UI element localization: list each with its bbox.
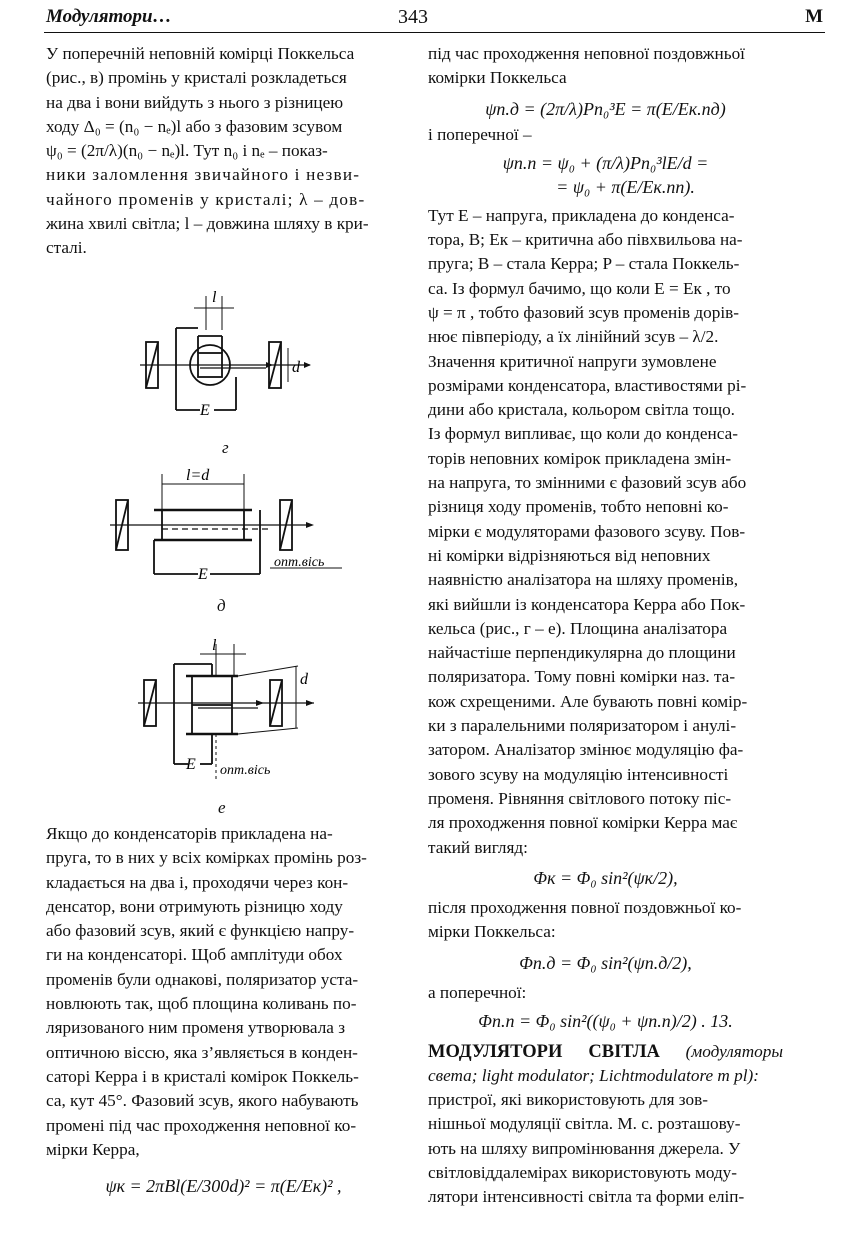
text-line: са. Із формул бачимо, що коли E = Eк , то <box>428 278 731 298</box>
section-letter: М <box>805 6 823 27</box>
text-line: У поперечній неповній комірці Поккельса <box>46 44 355 63</box>
text-line: кельса (рис., г – е). Площина аналізатора <box>428 618 728 638</box>
text-line: ги на конденсаторі. Щоб амплітуди обох <box>46 945 343 965</box>
caption-g: г <box>222 438 229 457</box>
text-line: промені під час проходження неповної ко- <box>46 1115 357 1135</box>
text-line: після проходження повної поздовжньої ко- <box>428 898 742 918</box>
page-number: 343 <box>398 6 428 28</box>
text-line: ки з паралельними поляризатором і анулі- <box>428 716 737 736</box>
text-line: зового зсуву на модуляцію інтенсивності <box>428 764 729 784</box>
text-line: які вийшли із конденсатора Керра або Пок- <box>428 594 746 614</box>
text-line: пруга, то в них у всіх комірках промінь роз- <box>46 848 367 868</box>
formula-phi-pp: Φп.п = Φ₀ sin²((ψ₀ + ψп.п)/2) . 13. <box>478 1011 733 1032</box>
text-line: пристрої, які використовують для зов- <box>428 1090 708 1110</box>
text-line: затором. Аналізатор змінює модуляцію фа- <box>428 740 744 760</box>
text-line: чайного променів у кристалі; λ – дов- <box>46 189 366 209</box>
text-line: са, кут 45°. Фазовий зсув, якого набувають <box>46 1091 359 1111</box>
label-l: l <box>212 637 217 654</box>
text-line: ники заломлення звичайного і незви- <box>46 165 361 185</box>
label-d: d <box>300 671 308 688</box>
entry-heading <box>428 1040 783 1089</box>
text-line: Тут E – напруга, прикладена до конденса- <box>428 205 735 225</box>
text-line: кож схрещеними. Але бувають повні комір- <box>428 691 748 711</box>
text-line: (рис., в) промінь у кристалі розкладеться <box>46 68 347 88</box>
text-line: ходу Δ₀ = (n₀ − nₑ)l або з фазовим зсувом <box>46 116 343 136</box>
text-line: оптичною віссю, яка з’являється в конден- <box>46 1042 358 1062</box>
text-line: різниця ходу променів, тобто неповні ко- <box>428 497 729 517</box>
label-l: l <box>212 289 217 306</box>
left-column-para1 <box>46 42 401 261</box>
text-line: комірки Поккельса <box>428 68 567 88</box>
entry-term: МОДУЛЯТОРИ СВІТЛА <box>428 1041 660 1062</box>
text-line: наявністю аналізатора на шляху променів, <box>428 570 739 590</box>
text-line: на напруга, то змінними є фазовий зсув або <box>428 473 747 493</box>
text-line: кладається на два і, проходячи через кон- <box>46 872 349 892</box>
text-line: найчастіше перпендикулярна до площини <box>428 643 736 663</box>
text-line: променя. Рівняння світлового потоку піс- <box>428 788 732 808</box>
text-line: сталі. <box>46 238 87 258</box>
text-line: під час проходження неповної поздовжньої <box>428 44 745 63</box>
entry-synonyms: (модуляторы света; light modulator; Lichtmodulatore m pl): <box>428 1041 783 1085</box>
text-line: а поперечної: <box>428 982 527 1002</box>
label-d: d <box>292 359 300 376</box>
text-line: мірки Поккельса: <box>428 922 556 942</box>
figure-g-diagram <box>140 288 320 436</box>
text-line: новлюють так, щоб площина коливань по- <box>46 994 357 1014</box>
caption-d: д <box>217 596 226 615</box>
caption-e: е <box>218 798 226 817</box>
label-opt-axis: опт.вісь <box>274 555 325 570</box>
label-opt-axis: опт.вісь <box>220 763 271 778</box>
text-line: ні комірки відрізняються від неповних <box>428 545 711 565</box>
formula-psi-pp-2: = ψ₀ + π(E/Eк.пп). <box>556 177 695 198</box>
text-line: ψ₀ = (2π/λ)(n₀ − nₑ)l. Тут n₀ і nₑ – показ- <box>46 141 328 161</box>
text-line: пруга; B – стала Керра; P – стала Поккель- <box>428 254 740 274</box>
formula-phi-k: Φк = Φ₀ sin²(ψк/2), <box>533 867 678 888</box>
text-line: ляризованого ним променя утворювала з <box>46 1018 346 1038</box>
text-line: світловіддалемірах використовують моду- <box>428 1163 738 1183</box>
running-head: Модулятори… <box>46 6 172 27</box>
text-line: нює півперіоду, а їх лінійний зсув – λ/2. <box>428 327 719 347</box>
text-line: мірки Керра, <box>46 1139 140 1159</box>
text-line: або фазовий зсув, який є функцією напру- <box>46 921 355 941</box>
right-column <box>428 42 783 1210</box>
text-line: променів були однакові, поляризатор уста- <box>46 969 359 989</box>
figure-d-diagram <box>110 466 350 582</box>
text-line: розмірами конденсатора, властивостями рі- <box>428 375 747 395</box>
text-line: поляризатора. Тому повні комірки наз. та- <box>428 667 736 687</box>
text-line: лятори інтенсивності світла та форми еліп- <box>428 1187 745 1207</box>
label-E: E <box>200 402 210 419</box>
label-E: E <box>198 566 208 582</box>
formula-kerr: ψк = 2πBl(E/300d)² = π(E/Eк)² , <box>105 1176 342 1197</box>
left-column-para2 <box>46 822 401 1198</box>
label-l-eq-d: l=d <box>186 467 210 484</box>
text-line: мірки є модуляторами фазового зсуву. Пов- <box>428 521 746 541</box>
text-line: ють на шляху випромінювання джерела. У <box>428 1138 741 1158</box>
text-line: дини або кристала, кольором світла тощо. <box>428 400 735 420</box>
text-line: торів неповних комірок прикладена змін- <box>428 448 732 468</box>
text-line: ψ = π , тобто фазовий зсув променів дорів- <box>428 302 739 322</box>
text-line: Якщо до конденсаторів прикладена на- <box>46 824 333 843</box>
header-rule <box>44 32 825 33</box>
formula-psi-pp-1: ψп.п = ψ₀ + (π/λ)Pn₀³lE/d = <box>502 153 709 174</box>
formula-psi-pd: ψп.д = (2π/λ)Pn₀³E = π(E/Eк.пд) <box>485 98 726 119</box>
text-line: Значення критичної напруги зумовлене <box>428 351 717 371</box>
text-line: денсатор, вони отримують різницю ходу <box>46 896 343 916</box>
formula-phi-pd: Φп.д = Φ₀ sin²(ψп.д/2), <box>519 952 692 973</box>
figure-e-diagram <box>138 636 328 786</box>
text-line: нішньої модуляції світла. М. с. розташову- <box>428 1114 741 1134</box>
text-line: ля проходження повної комірки Керра має <box>428 813 738 833</box>
text-line: саторі Керра і в кристалі комірок Поккель- <box>46 1066 359 1086</box>
text-line: Із формул випливає, що коли до конденса- <box>428 424 738 444</box>
text-line: жина хвилі світла; l – довжина шляху в кри- <box>46 214 369 234</box>
text-line: і поперечної – <box>428 124 532 144</box>
arrow-head <box>304 362 311 368</box>
text-line: на два і вони вийдуть з нього з різницею <box>46 92 344 112</box>
text-line: тора, В; Eк – критична або півхвильова на- <box>428 230 743 250</box>
text-line: такий вигляд: <box>428 837 528 857</box>
label-E: E <box>186 756 196 773</box>
